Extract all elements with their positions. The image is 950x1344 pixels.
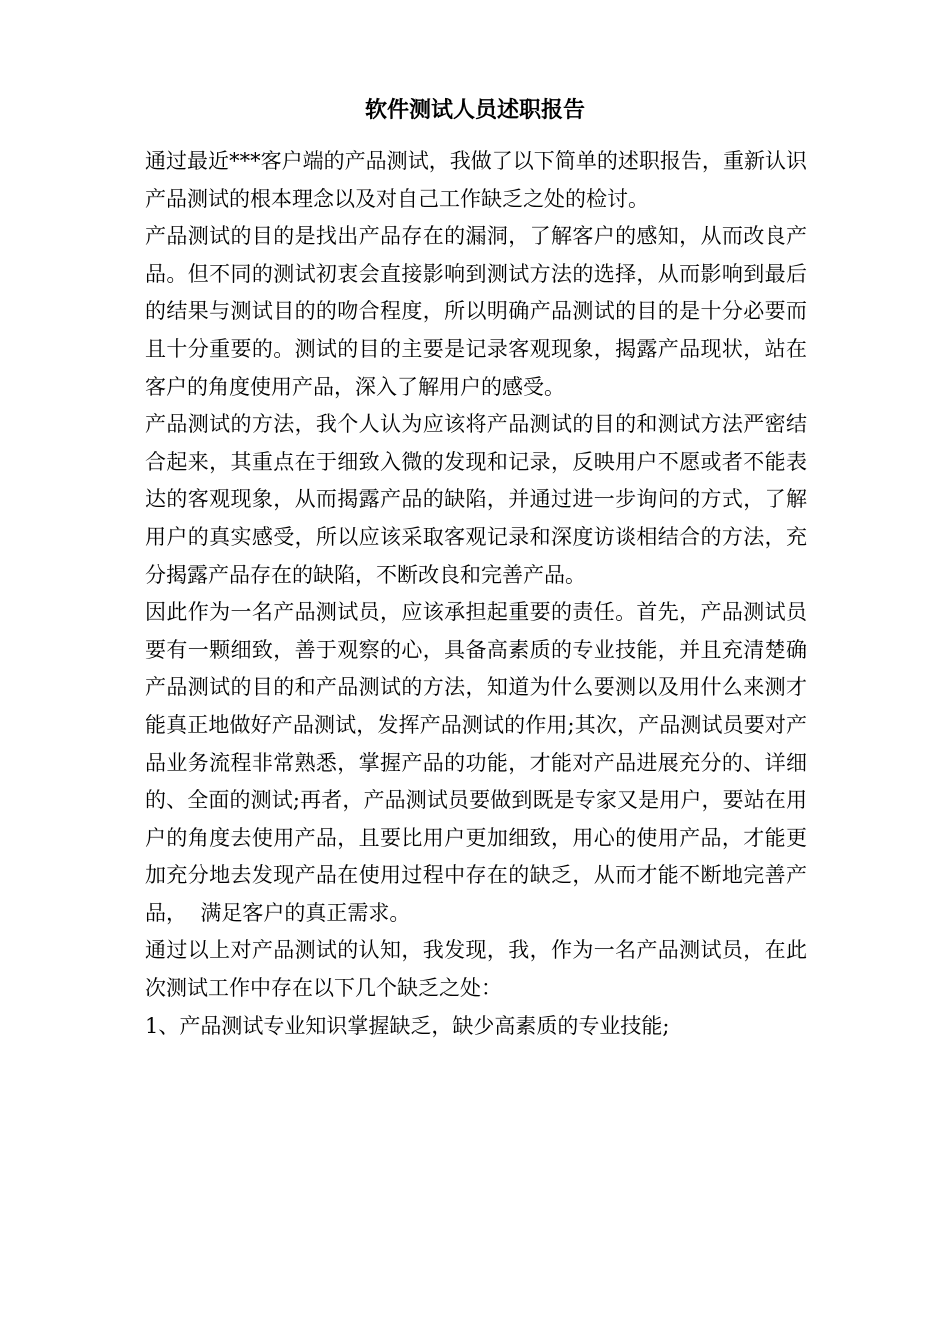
paragraph-intro: 通过最近***客户端的产品测试，我做了以下简单的述职报告，重新认识产品测试的根本理念以及对自己工作缺乏之处的检讨。 [145,149,807,211]
paragraph-method: 产品测试的方法，我个人认为应该将产品测试的目的和测试方法严密结合起来，其重点在于细致入微的发现和记录，反映用户不愿或者不能表达的客观现象，从而揭露产品的缺陷，并通过进一步询问的方式，了解用户的真实感受，所以应该采取客观记录和深度访谈相结合的方法，充分揭露产品存在的缺陷，不断改良和完善产品。 [145,412,807,587]
paragraph-purpose: 产品测试的目的是找出产品存在的漏洞，了解客户的感知，从而改良产品。但不同的测试初衷会直接影响到测试方法的选择，从而影响到最后的结果与测试目的的吻合程度，所以明确产品测试的目的是十分必要而且十分重要的。测试的目的主要是记录客观现象，揭露产品现状，站在客户的角度使用产品，深入了解用户的感受。 [145,224,807,399]
document-title: 软件测试人员述职报告 [364,97,585,123]
paragraph-responsibility: 因此作为一名产品测试员，应该承担起重要的责任。首先，产品测试员要有一颗细致，善于观察的心，具备高素质的专业技能，并且充清楚确产品测试的目的和产品测试的方法，知道为什么要测以及用什么来测才能真正地做好产品测试，发挥产品测试的作用;其次，产品测试员要对产品业务流程非常熟悉，掌握产品的功能，才能对产品进展充分的、详细的、全面的测试;再者，产品测试员要做到既是专家又是用户，要站在用户的角度去使用产品，且要比用户更加细致，用心的使用产品，才能更加充分地去发现产品在使用过程中存在的缺乏，从而才能不断地完善产品， 满足客户的真正需求。 [145,600,807,925]
paragraph-findings: 通过以上对产品测试的认知，我发现，我，作为一名产品测试员，在此次测试工作中存在以下几个缺乏之处： [145,938,807,1001]
paragraph-shortcoming-1: 1、产品测试专业知识掌握缺乏，缺少高素质的专业技能; [145,1013,670,1038]
document-body [145,143,807,1045]
